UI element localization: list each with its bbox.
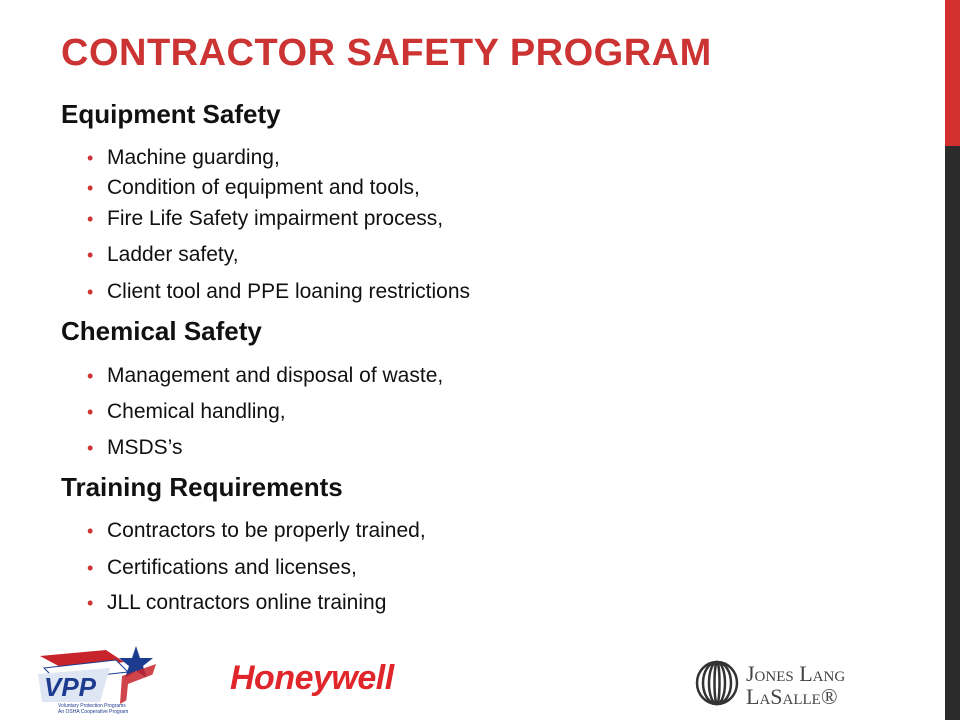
bullet-dot: • <box>87 178 94 198</box>
list-item: • JLL contractors online training <box>87 591 387 614</box>
vpp-logo-tagline: Voluntary Protection Programs An OSHA Cooperative Program <box>58 703 129 715</box>
list-item: • Contractors to be properly trained, <box>87 519 426 542</box>
bullet-dot: • <box>87 438 94 458</box>
jll-globe-icon <box>694 660 740 706</box>
list-item: • Fire Life Safety impairment process, <box>87 207 444 230</box>
list-item: • Machine guarding, <box>87 146 280 169</box>
right-edge-accent <box>945 0 960 146</box>
slide-title: CONTRACTOR SAFETY PROGRAM <box>61 32 712 74</box>
vpp-logo-text: VPP <box>44 672 97 702</box>
bullet-dot: • <box>87 558 94 578</box>
bullet-dot: • <box>87 209 94 229</box>
bullet-dot: • <box>87 282 94 302</box>
bullet-dot: • <box>87 521 94 541</box>
bullet-dot: • <box>87 245 94 265</box>
section-heading-chemical: Chemical Safety <box>61 316 262 346</box>
jll-logo-text <box>746 662 845 708</box>
list-item: • MSDS’s <box>87 436 183 459</box>
list-item: • Management and disposal of waste, <box>87 364 444 387</box>
list-item: • Client tool and PPE loaning restrictions <box>87 280 471 303</box>
bullet-dot: • <box>87 402 94 422</box>
bullet-dot: • <box>87 148 94 168</box>
section-heading-equipment: Equipment Safety <box>61 99 281 129</box>
list-item: • Ladder safety, <box>87 243 239 266</box>
honeywell-logo: Honeywell <box>230 659 394 697</box>
list-item: • Chemical handling, <box>87 400 286 423</box>
jll-logo-line2: LaSalle® <box>746 684 838 709</box>
section-heading-training: Training Requirements <box>61 472 343 502</box>
jll-logo-line1: Jones Lang <box>746 661 846 686</box>
list-item: • Condition of equipment and tools, <box>87 176 420 199</box>
bullet-dot: • <box>87 366 94 386</box>
bullet-dot: • <box>87 593 94 613</box>
list-item: • Certifications and licenses, <box>87 556 357 579</box>
